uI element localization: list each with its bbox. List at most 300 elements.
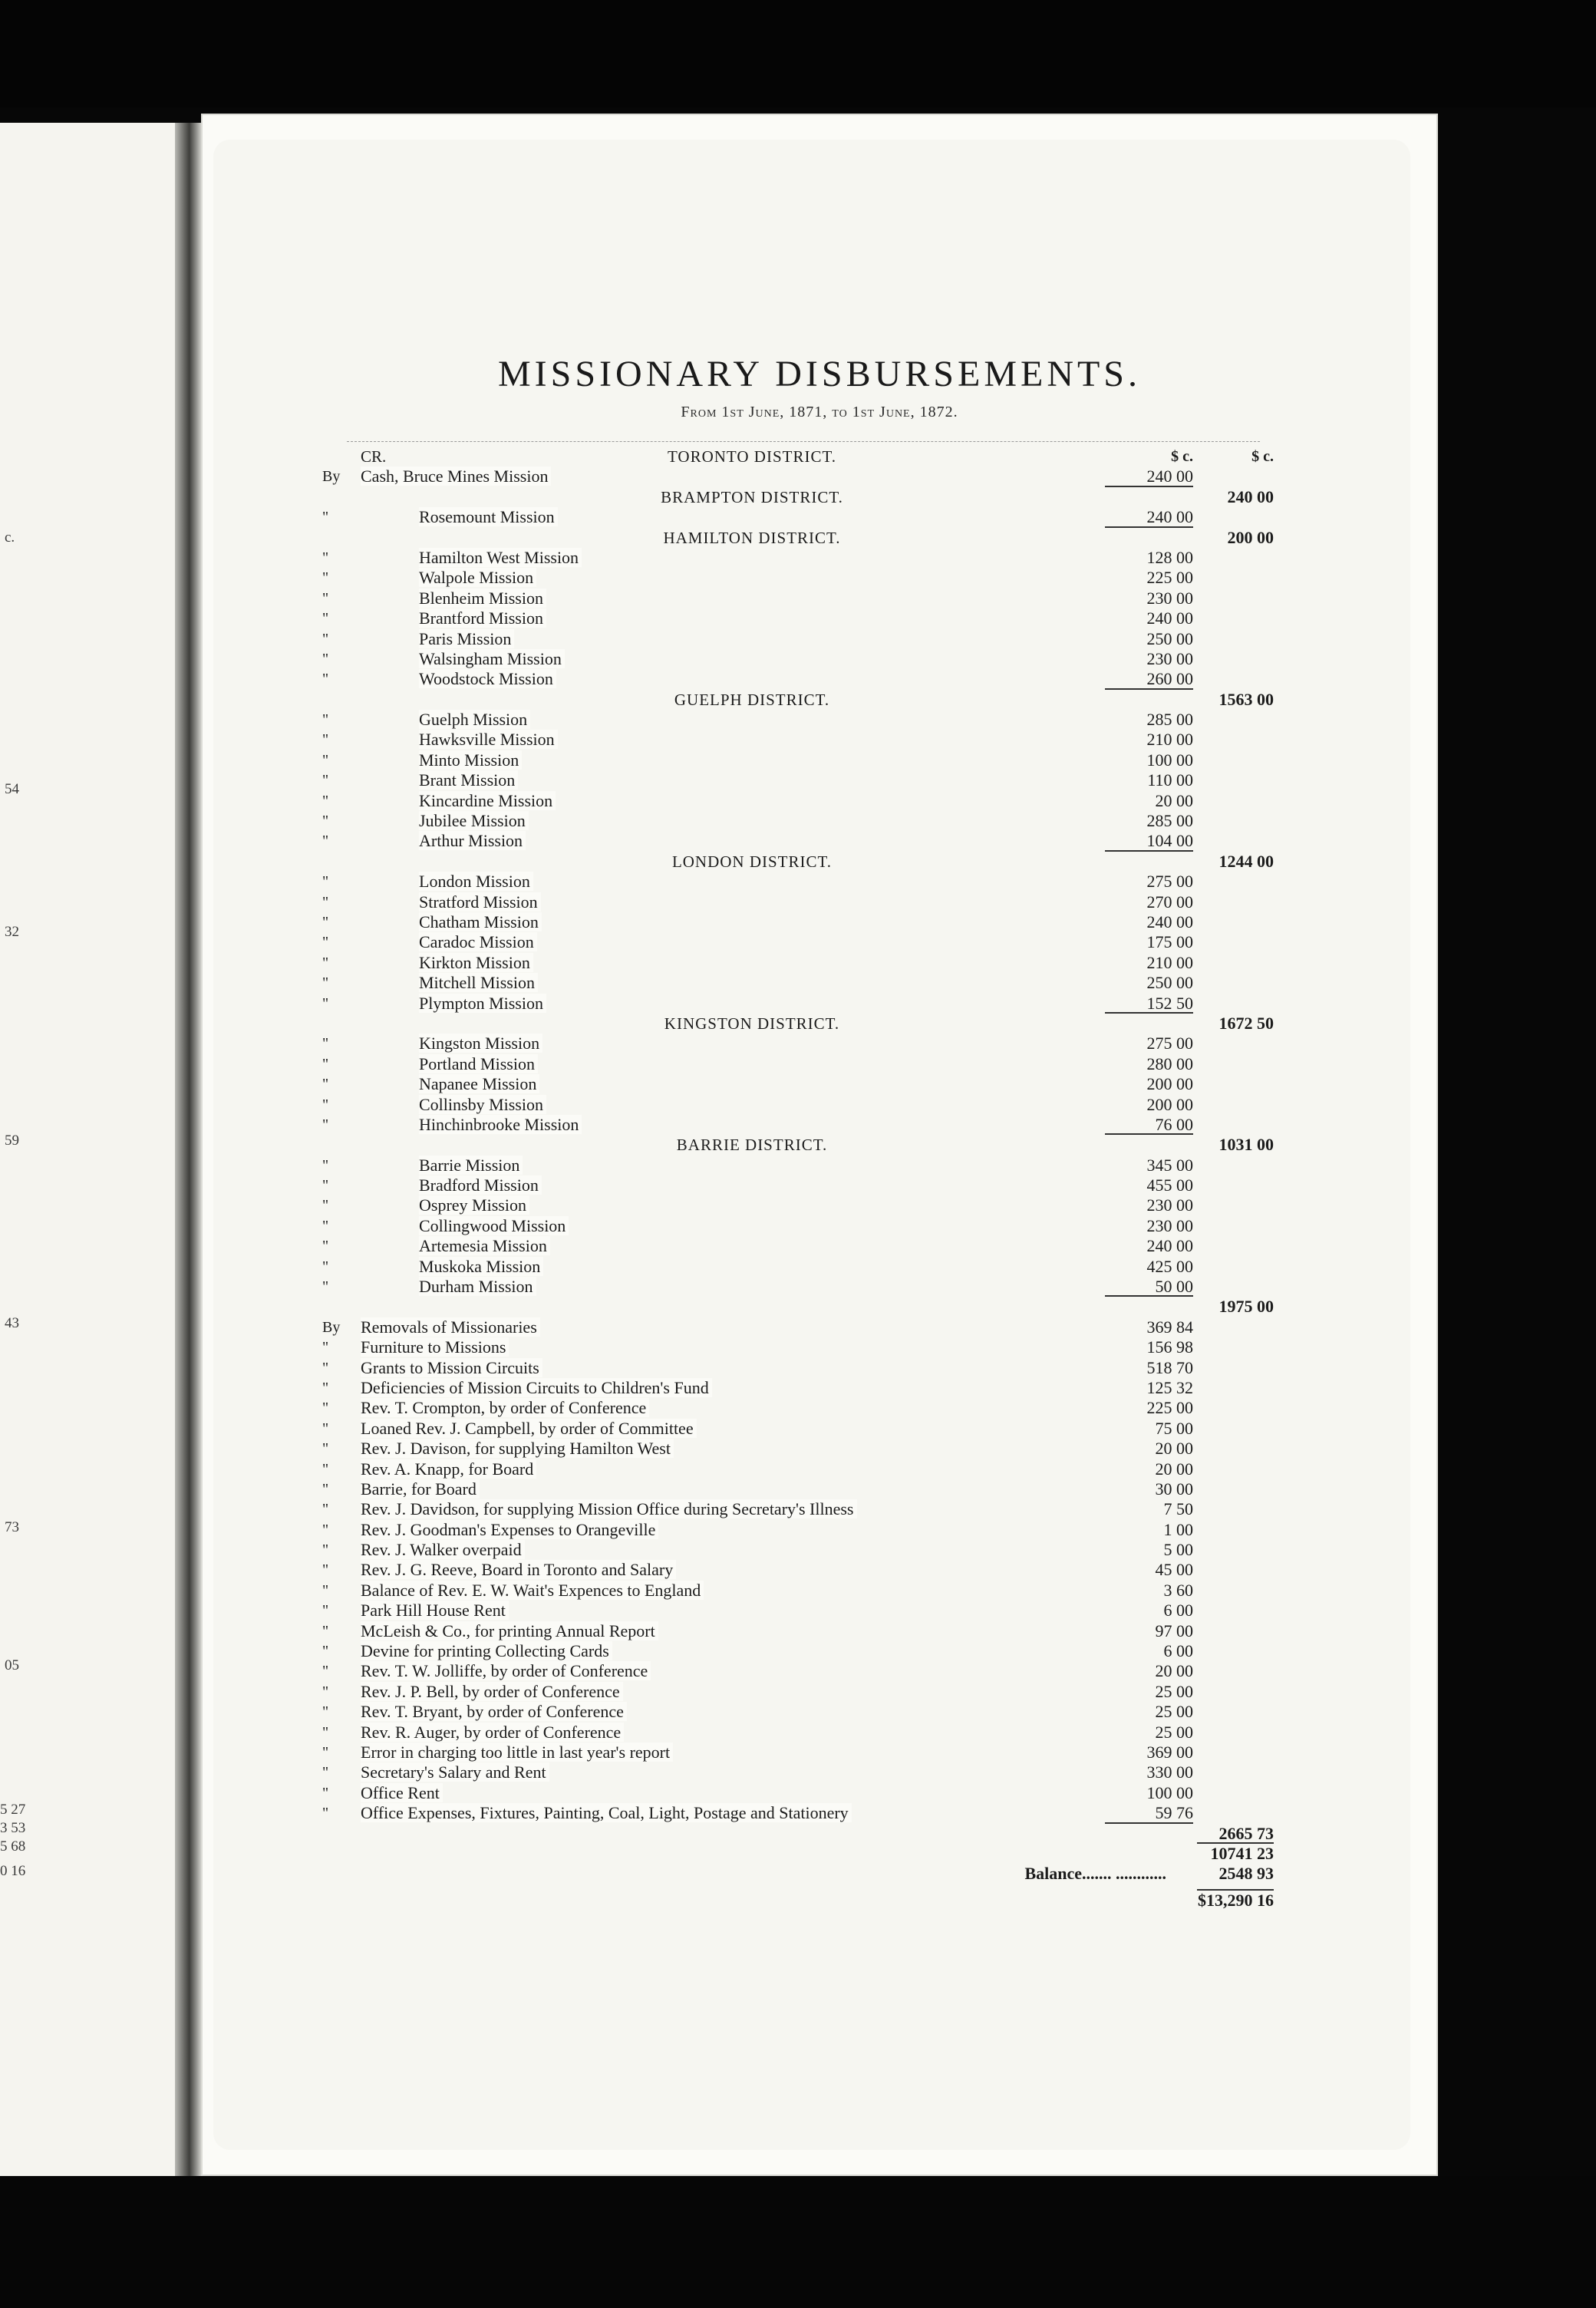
entry-amount: 270 00 [1146,892,1193,912]
ledger-entry [322,1601,1274,1621]
column-header-row [322,447,1274,467]
entry-label-cell [361,1641,1136,1661]
entry-label: London Mission [419,872,533,891]
district-heading: KINGSTON DISTRICT. [664,1014,840,1033]
entry-label: Portland Mission [419,1054,538,1073]
ditto-mark: " [322,1784,329,1802]
ledger-entry [322,1560,1274,1580]
entry-label-cell [361,1723,1136,1743]
ditto-mark: " [322,833,329,850]
ledger-entry [322,831,1274,851]
ledger-entry [322,1762,1274,1782]
entry-amount: 230 00 [1146,648,1193,668]
entry-label-cell [419,589,1136,608]
entry-label-cell [419,750,1136,770]
disbursement-table [322,447,1274,1911]
entry-label-cell [361,1682,1136,1702]
entry-label-cell [419,1277,1136,1297]
entry-amount: 20 00 [1155,1459,1193,1479]
entry-amount: 25 00 [1155,1702,1193,1722]
entry-amount: 97 00 [1155,1621,1193,1640]
ditto-mark: " [322,954,329,971]
entry-amount: 45 00 [1155,1560,1193,1580]
ledger-entry [322,507,1274,527]
entry-label: Rev. T. Crompton, by order of Conference [361,1398,649,1417]
leader-dots [419,642,1136,644]
entry-label: Caradoc Mission [419,932,537,951]
entry-amount: 76 00 [1155,1114,1193,1134]
ditto-mark: " [322,934,329,951]
entry-label: Walpole Mission [419,568,536,587]
district-heading: LONDON DISTRICT. [671,852,833,871]
district-total: 1975 00 [1218,1297,1274,1317]
entry-amount: 110 00 [1147,770,1193,790]
ledger-entry [322,629,1274,649]
ditto-mark: " [322,1096,329,1113]
entry-label: Guelph Mission [419,710,530,729]
entry-amount: 5 00 [1163,1540,1193,1560]
subtotal-rule [1105,526,1193,528]
entry-label: Cash, Bruce Mines Mission [361,467,551,486]
entry-label-cell [419,649,1136,669]
district-heading-row [322,528,1274,548]
misc-total-row [322,1824,1274,1844]
entry-label: Mitchell Mission [419,973,538,992]
leader-dots [419,763,1136,765]
ditto-mark: " [322,711,329,729]
total-column-header: $ c. [1251,448,1274,465]
district-heading-row [322,1135,1274,1155]
entry-label-cell [419,973,1136,993]
entry-amount: 345 00 [1146,1155,1193,1175]
ledger-entry [322,973,1274,993]
entry-amount: 275 00 [1146,1034,1193,1053]
entry-label-cell [361,1358,1136,1378]
entry-label: Rev. T. W. Jolliffe, by order of Conference [361,1661,651,1680]
entry-label: Rev. J. G. Reeve, Board in Toronto and Salary [361,1560,676,1579]
entry-amount: 30 00 [1155,1479,1193,1499]
entry-label: Collinsby Mission [419,1095,546,1114]
ledger-entry [322,1682,1274,1702]
entry-amount: 275 00 [1146,872,1193,892]
entry-label-cell [419,892,1136,912]
entry-amount: 518 70 [1146,1357,1193,1377]
entry-label: Napanee Mission [419,1074,539,1093]
entry-label: Rev. A. Knapp, for Board [361,1459,536,1479]
subtotal-rule [1105,1012,1193,1014]
entry-amount: 240 00 [1146,912,1193,931]
entry-label-cell [419,548,1136,568]
ledger-entry [322,1317,1274,1337]
district-heading: BARRIE DISTRICT. [676,1136,828,1155]
district-heading: TORONTO DISTRICT. [667,447,836,466]
ledger-entry [322,791,1274,811]
entry-amount: 240 00 [1146,507,1193,527]
entry-label-cell [419,1257,1136,1277]
entry-label-cell [361,1439,1136,1459]
entry-label-cell [419,994,1136,1014]
entry-amount: 230 00 [1146,1215,1193,1235]
entry-amount: 369 00 [1146,1743,1193,1762]
entry-amount: 240 00 [1146,467,1193,486]
entry-label: Furniture to Missions [361,1337,509,1357]
ledger-entry [322,608,1274,628]
entry-label-cell [419,608,1136,628]
district-total: 1244 00 [1218,851,1274,871]
entry-label: Collingwood Mission [419,1216,569,1235]
ledger-entry [322,770,1274,790]
entry-label: Grants to Mission Circuits [361,1358,542,1377]
ledger-entry [322,1074,1274,1094]
ditto-mark: " [322,1541,329,1559]
ditto-mark: " [322,1055,329,1073]
entry-label-cell [361,1581,1136,1601]
entry-label-cell [419,710,1136,730]
entry-amount: 20 00 [1155,790,1193,810]
facing-page-fragment: 5 27 [0,1802,26,1818]
entry-amount: 200 00 [1146,1074,1193,1094]
entry-label-cell [361,1459,1136,1479]
ditto-mark: " [322,1643,329,1660]
ledger-entry [322,1195,1274,1215]
entry-label: Muskoka Mission [419,1257,543,1276]
ditto-mark: " [322,772,329,790]
entry-label-cell [419,1195,1136,1215]
entry-label-cell [361,1479,1136,1499]
entry-amount: 200 00 [1146,1094,1193,1114]
entry-label-cell [361,1337,1136,1357]
ditto-mark: " [322,1521,329,1538]
entry-amount: 100 00 [1146,1782,1193,1802]
subtotal-rule [1105,850,1193,852]
ditto-mark: " [322,751,329,769]
entry-label-cell [361,1398,1136,1418]
ledger-entry [322,1277,1274,1297]
ditto-mark: " [322,1440,329,1458]
entry-label: Jubilee Mission [419,811,529,830]
entry-amount: 156 98 [1146,1337,1193,1357]
ledger-entry [322,467,1274,486]
ledger-entry [322,1723,1274,1743]
ditto-mark: " [322,1622,329,1640]
entry-label: Arthur Mission [419,831,526,850]
ledger-entry [322,1398,1274,1418]
ditto-mark: " [322,1156,329,1174]
leader-dots [419,1169,1136,1170]
entry-label: Rev. J. Davidson, for supplying Mission Office during Secretary's Illness [361,1499,857,1518]
entry-label-cell [419,1175,1136,1195]
ditto-mark: " [322,731,329,749]
ledger-entry [322,1115,1274,1135]
ledger-entry [322,1358,1274,1378]
ledger-entry [322,1095,1274,1115]
ditto-mark: " [322,1561,329,1579]
ditto-mark: " [322,913,329,931]
ditto-mark: " [322,1238,329,1255]
ledger-entry [322,1540,1274,1560]
entry-label-cell [361,1621,1136,1641]
district-heading-row [322,690,1274,710]
grand-total-row [322,1891,1274,1911]
entry-amount: 225 00 [1146,1398,1193,1418]
ditto-mark: " [322,1480,329,1498]
entry-amount: 230 00 [1146,588,1193,608]
ledger-entry [322,994,1274,1014]
ditto-mark: By [322,1318,341,1336]
entry-label: Blenheim Mission [419,589,546,608]
district-heading: GUELPH DISTRICT. [674,690,830,709]
ledger-entry [322,710,1274,730]
entry-label: Hawksville Mission [419,730,558,749]
ledger-entry [322,912,1274,932]
ditto-mark: " [322,1035,329,1053]
ledger-entry [322,1034,1274,1053]
entry-amount: 6 00 [1163,1601,1193,1621]
entry-label-cell [419,932,1136,952]
book-spine [175,123,201,2179]
facing-page-fragment: 32 [5,924,19,940]
ditto-mark: " [322,893,329,911]
entry-label: Office Rent [361,1783,443,1802]
entry-label: Kirkton Mission [419,953,533,972]
ditto-mark: " [322,549,329,566]
facing-page-fragment: 73 [5,1519,19,1535]
entry-amount: 285 00 [1146,811,1193,831]
ledger-entry [322,872,1274,892]
ditto-mark: " [322,509,329,526]
entry-amount: 210 00 [1146,952,1193,972]
district-total: 200 00 [1227,527,1274,547]
page-title: MISSIONARY DISBURSEMENTS. [497,354,1141,394]
entry-amount: 20 00 [1155,1439,1193,1459]
entry-label: Osprey Mission [419,1195,529,1215]
entry-label-cell [419,1156,1136,1175]
facing-page-edge [0,123,184,2179]
ledger-entry [322,1621,1274,1641]
entry-label: Walsingham Mission [419,649,565,668]
entry-label-cell [419,791,1136,811]
ledger-entry [322,1175,1274,1195]
entry-amount: 369 84 [1146,1317,1193,1337]
entry-label: Rev. J. Davison, for supplying Hamilton West [361,1439,674,1458]
ditto-mark: " [322,1419,329,1437]
ditto-mark: " [322,650,329,668]
entry-label: Deficiencies of Mission Circuits to Children's Fund [361,1378,712,1397]
entry-label: Paris Mission [419,629,514,648]
entry-label: Minto Mission [419,750,522,770]
ledger-entry [322,1499,1274,1519]
ditto-mark: " [322,1501,329,1518]
ditto-mark: " [322,1116,329,1133]
entry-amount: 210 00 [1146,730,1193,750]
leader-dots [419,844,1136,846]
district-heading-row [322,1014,1274,1034]
entry-label: Stratford Mission [419,892,541,912]
entry-label: Brantford Mission [419,608,546,628]
entry-label-cell [361,1803,1136,1823]
header-rule [347,441,1260,442]
ditto-mark: " [322,1581,329,1599]
grand-total: $13,290 16 [1198,1890,1274,1910]
ditto-mark: " [322,610,329,628]
entry-label-cell [361,1378,1136,1398]
entry-amount: 280 00 [1146,1053,1193,1073]
ledger-entry [322,1236,1274,1256]
entry-amount: 250 00 [1146,973,1193,993]
entry-label: Hamilton West Mission [419,548,582,567]
entry-label: Barrie Mission [419,1156,523,1175]
entry-label-cell [419,770,1136,790]
ditto-mark: " [322,994,329,1012]
facing-page-fragment: c. [5,529,15,546]
entry-label-cell [419,1236,1136,1256]
ditto-mark: " [322,813,329,830]
entry-label-cell [419,872,1136,892]
entry-label: Balance of Rev. E. W. Wait's Expences to England [361,1581,704,1600]
ledger-entry [322,568,1274,588]
ditto-mark: " [322,1723,329,1741]
entry-label: Bradford Mission [419,1175,542,1195]
ledger-entry [322,953,1274,973]
entry-label: Error in charging too little in last year's report [361,1743,673,1762]
entry-amount: 128 00 [1146,547,1193,567]
facing-page-fragment: 3 53 [0,1820,26,1836]
entry-amount: 25 00 [1155,1681,1193,1701]
entry-label: Brant Mission [419,770,518,790]
entry-label-cell [419,1095,1136,1115]
ditto-mark: " [322,1764,329,1782]
entry-amount: 25 00 [1155,1722,1193,1742]
ditto-mark: " [322,1805,329,1822]
entry-label-cell [419,1216,1136,1236]
ditto-mark: " [322,1339,329,1357]
entry-label: Loaned Rev. J. Campbell, by order of Committee [361,1419,697,1438]
entry-label-cell [419,730,1136,750]
entry-label: Park Hill House Rent [361,1601,509,1620]
ditto-mark: " [322,1683,329,1700]
entry-label-cell [419,912,1136,932]
entry-label: Secretary's Salary and Rent [361,1762,549,1782]
ledger-entry [322,1641,1274,1661]
ditto-mark: " [322,1197,329,1215]
ditto-mark: " [322,1460,329,1478]
entry-label-cell [419,669,1136,689]
ledger-entry [322,811,1274,831]
ditto-mark: By [322,468,341,486]
entry-label: Rev. J. Goodman's Expenses to Orangeville [361,1520,658,1539]
ledger-entry [322,1702,1274,1722]
district-total: 1672 50 [1218,1013,1274,1033]
entry-amount: 6 00 [1163,1641,1193,1661]
balance-amount: 2548 93 [1218,1864,1274,1884]
entry-label-cell [361,1317,1136,1337]
entry-label: Woodstock Mission [419,669,556,688]
entry-label: Office Expenses, Fixtures, Painting, Coal, Light, Postage and Stationery [361,1803,852,1822]
entry-label-cell [419,953,1136,973]
entry-label: Plympton Mission [419,994,546,1013]
ledger-entry [322,1581,1274,1601]
entry-amount: 240 00 [1146,608,1193,628]
ledger-entry [322,548,1274,568]
district-total: 1563 00 [1218,689,1274,709]
entry-label-cell [361,1661,1136,1681]
scan-bottom-border [0,2176,1596,2308]
ledger-entry [322,1743,1274,1762]
entry-amount: 230 00 [1146,1195,1193,1215]
ditto-mark: " [322,1602,329,1620]
entry-label-cell [419,568,1136,588]
entry-amount: 1 00 [1163,1519,1193,1539]
entry-label-cell [419,1074,1136,1094]
entry-amount: 285 00 [1146,710,1193,730]
entry-label-cell [361,1520,1136,1540]
entry-label: Kingston Mission [419,1034,542,1053]
ditto-mark: " [322,1278,329,1296]
entry-label-cell [419,1115,1136,1135]
district-total: 240 00 [1227,486,1274,506]
entry-label: Rev. J. P. Bell, by order of Conference [361,1682,623,1701]
balance-row [322,1864,1274,1884]
entry-label-cell [361,1560,1136,1580]
leader-dots [419,783,1136,785]
subtotal-rule [1105,486,1193,487]
entry-label: Rosemount Mission [419,507,558,526]
entry-amount: 20 00 [1155,1661,1193,1681]
entry-amount: 100 00 [1146,750,1193,770]
ledger-entry [322,1479,1274,1499]
ledger-entry [322,1378,1274,1398]
entry-label: Rev. T. Bryant, by order of Conference [361,1702,627,1721]
ledger-entry [322,1459,1274,1479]
ditto-mark: " [322,1258,329,1275]
entry-label: Chatham Mission [419,912,542,931]
entry-label: Rev. R. Auger, by order of Conference [361,1723,624,1742]
entry-label-cell [419,831,1136,851]
subtotal-row [322,1844,1274,1864]
entry-label-cell [361,1601,1136,1621]
entry-label: Durham Mission [419,1277,536,1296]
ledger-entry [322,750,1274,770]
ditto-mark: " [322,671,329,688]
ledger-entry [322,1661,1274,1681]
facing-page-fragment: 5 68 [0,1838,26,1855]
entry-label: Removals of Missionaries [361,1317,540,1337]
district-heading-row [322,487,1274,507]
entry-amount: 260 00 [1146,669,1193,689]
ditto-mark: " [322,1076,329,1093]
entry-amount: 425 00 [1146,1256,1193,1276]
ditto-mark: " [322,1400,329,1417]
entry-label-cell [361,1783,1136,1803]
facing-page-fragment: 43 [5,1315,19,1331]
ditto-mark: " [322,1663,329,1680]
entry-amount: 3 60 [1163,1580,1193,1600]
ledger-entry [322,932,1274,952]
subtotal-rule [1105,1822,1193,1824]
district-heading: BRAMPTON DISTRICT. [661,487,843,506]
amount-column-header: $ c. [1171,448,1193,465]
entry-amount: 330 00 [1146,1762,1193,1782]
ditto-mark: " [322,630,329,648]
entry-label: Kincardine Mission [419,791,556,810]
entry-amount: 50 00 [1155,1277,1193,1297]
facing-page-fragment: 05 [5,1657,19,1673]
entry-amount: 455 00 [1146,1175,1193,1195]
entry-label-cell [419,507,1136,527]
entry-amount: 225 00 [1146,568,1193,588]
cr-label: CR. [361,447,387,466]
ditto-mark: " [322,1177,329,1195]
